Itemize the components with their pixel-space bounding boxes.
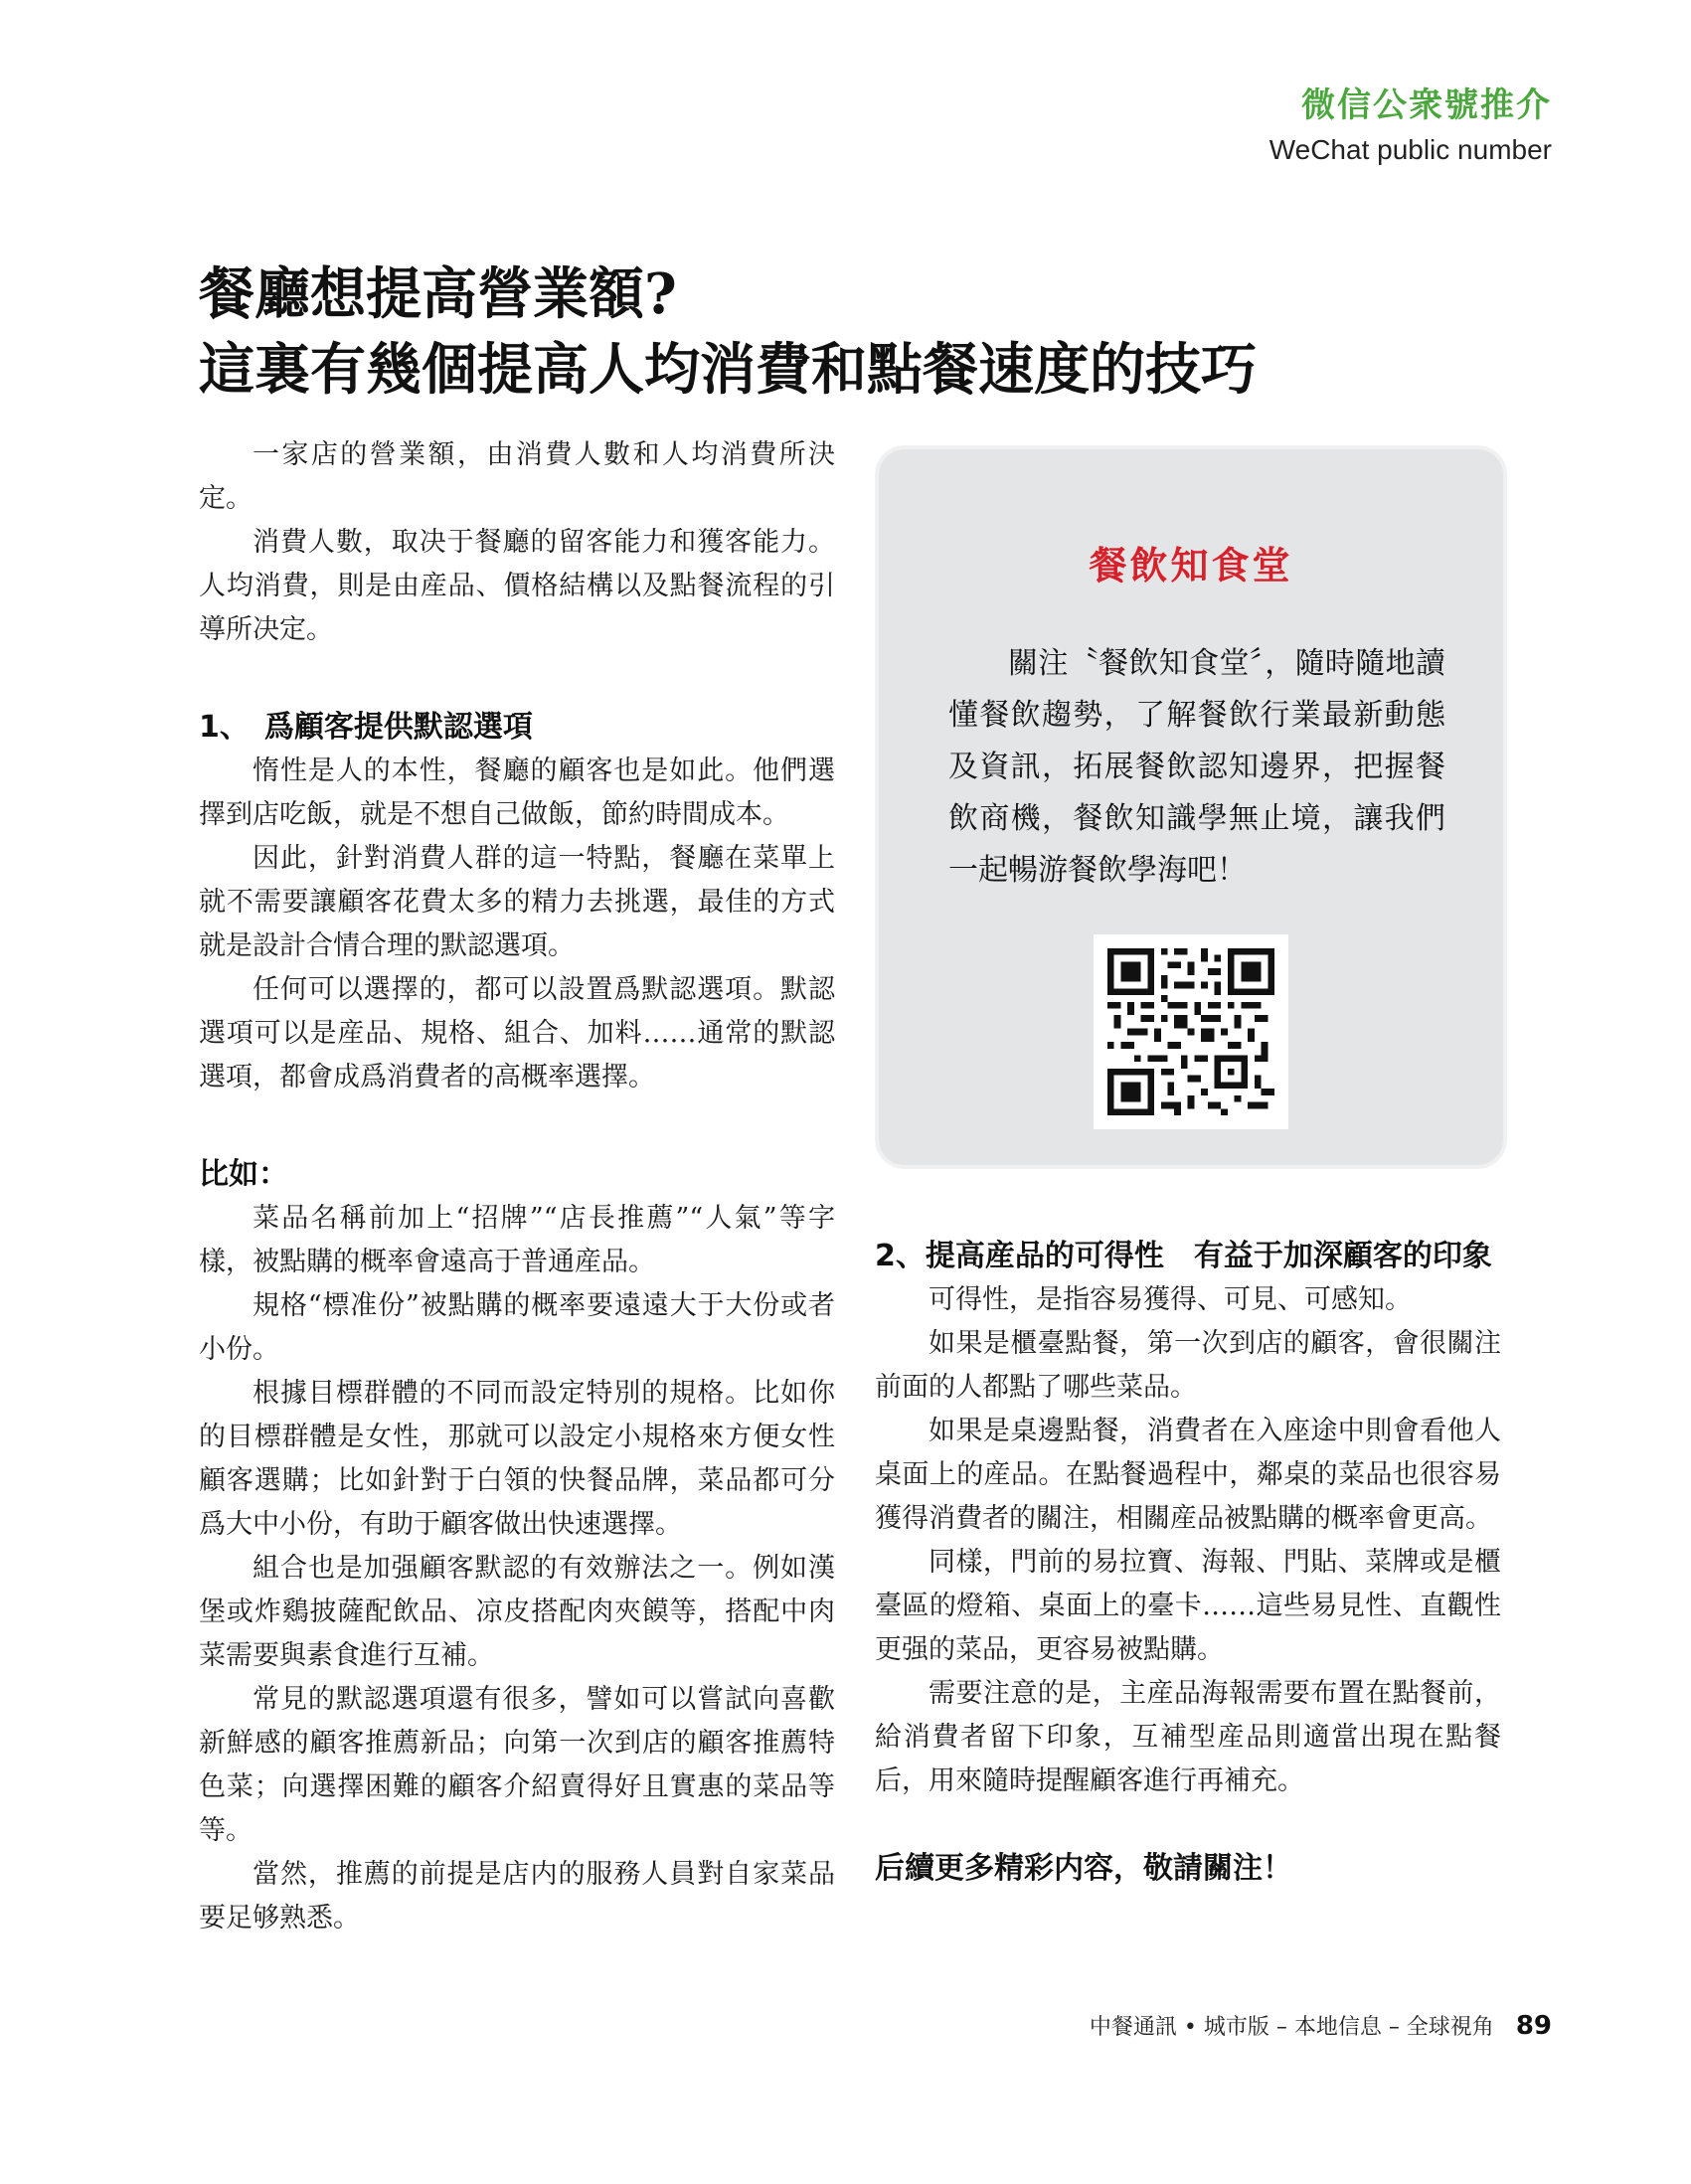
paragraph: 如果是櫃臺點餐，第一次到店的顧客，會很關注前面的人都點了哪些菜品。 xyxy=(875,1328,1501,1403)
paragraph: 組合也是加强顧客默認的有效辦法之一。例如漢堡或炸鷄披薩配飲品、凉皮搭配肉夾饃等，搭配中肉菜需要與素食進行互補。 xyxy=(199,1553,835,1671)
paragraph: 如果是桌邊點餐，消費者在入座途中則會看他人桌面上的産品。在點餐過程中，鄰桌的菜品也很容易獲得消費者的關注，相關産品被點購的概率會更高。 xyxy=(875,1416,1501,1534)
right-column xyxy=(875,1235,1501,1891)
section-label xyxy=(1269,78,1552,166)
intro-paragraph-1: 一家店的營業額，由消費人數和人均消費所決定。 xyxy=(199,439,835,514)
paragraph: 常見的默認選項還有很多，譬如可以嘗試向喜歡新鮮感的顧客推薦新品；向第一次到店的顧客推薦特色菜；向選擇困難的顧客介紹賣得好且實惠的菜品等等。 xyxy=(199,1684,835,1846)
section-label-en: WeChat public number xyxy=(1268,134,1552,165)
sidebar-body: 關注〝餐飲知食堂〞，隨時隨地讀懂餐飲趨勢，了解餐飲行業最新動態及資訊，拓展餐飲認知邊界，把握餐飲商機，餐飲知識學無止境，讓我們一起暢游餐飲學海吧！ xyxy=(948,646,1445,888)
page-number: 89 xyxy=(1515,2011,1552,2041)
paragraph: 規格“標准份”被點購的概率要遠遠大于大份或者小份。 xyxy=(199,1290,835,1365)
paragraph: 當然，推薦的前提是店内的服務人員對自家菜品要足够熟悉。 xyxy=(199,1859,835,1933)
promo-sidebar xyxy=(875,445,1507,1169)
qr-code[interactable] xyxy=(1094,934,1288,1129)
section-heading-2: 2、提高産品的可得性 有益于加深顧客的印象 xyxy=(875,1239,1492,1273)
qr-code-icon xyxy=(1107,948,1274,1115)
paragraph: 可得性，是指容易獲得、可見、可感知。 xyxy=(929,1284,1412,1315)
paragraph: 菜品名稱前加上“招牌”“店長推薦”“人氣”等字樣，被點購的概率會遠高于普通産品。 xyxy=(199,1203,835,1277)
closing-text: 后續更多精彩内容，敬請關注！ xyxy=(875,1851,1292,1886)
article-title-line2: 這裏有幾個提高人均消費和點餐速度的技巧 xyxy=(199,337,1257,403)
paragraph: 惰性是人的本性，餐廳的顧客也是如此。他們選擇到店吃飯，就是不想自己做飯，節約時間成本。 xyxy=(199,756,835,830)
intro-paragraph-2: 消費人數，取决于餐廳的留客能力和獲客能力。人均消費，則是由産品、價格結構以及點餐流程的引導所决定。 xyxy=(199,527,835,645)
page-footer xyxy=(1090,2010,1552,2041)
section-label-zh: 微信公衆號推介 xyxy=(1301,85,1552,125)
paragraph: 同樣，門前的易拉寶、海報、門貼、菜牌或是櫃臺區的燈箱、桌面上的臺卡……這些易見性、直觀性更强的菜品，更容易被點購。 xyxy=(875,1547,1501,1665)
footer-publication: 中餐通訊 • 城市版 – 本地信息 – 全球視角 xyxy=(1089,2015,1494,2040)
article-title xyxy=(199,256,1511,408)
paragraph: 需要注意的是，主産品海報需要布置在點餐前，給消費者留下印象，互補型産品則適當出現在點餐后，用來隨時提醒顧客進行再補充。 xyxy=(875,1678,1501,1796)
paragraph: 因此，針對消費人群的這一特點，餐廳在菜單上就不需要讓顧客花費太多的精力去挑選，最佳的方式就是設計合情合理的默認選項。 xyxy=(199,843,835,961)
article-title-line1: 餐廳想提高營業額? xyxy=(199,261,677,327)
left-column xyxy=(199,433,835,1940)
paragraph: 根據目標群體的不同而設定特別的規格。比如你的目標群體是女性，那就可以設定小規格來方便女性顧客選購；比如針對于白領的快餐品牌，菜品都可分爲大中小份，有助于顧客做出快速選擇。 xyxy=(199,1378,835,1540)
examples-heading: 比如： xyxy=(199,1157,288,1192)
section-heading-1: 1、 爲顧客提供默認選項 xyxy=(199,710,533,745)
paragraph: 任何可以選擇的，都可以設置爲默認選項。默認選項可以是産品、規格、組合、加料……通常的默認選項，都會成爲消費者的高概率選擇。 xyxy=(199,974,835,1092)
sidebar-title: 餐飲知食堂 xyxy=(1089,544,1293,588)
